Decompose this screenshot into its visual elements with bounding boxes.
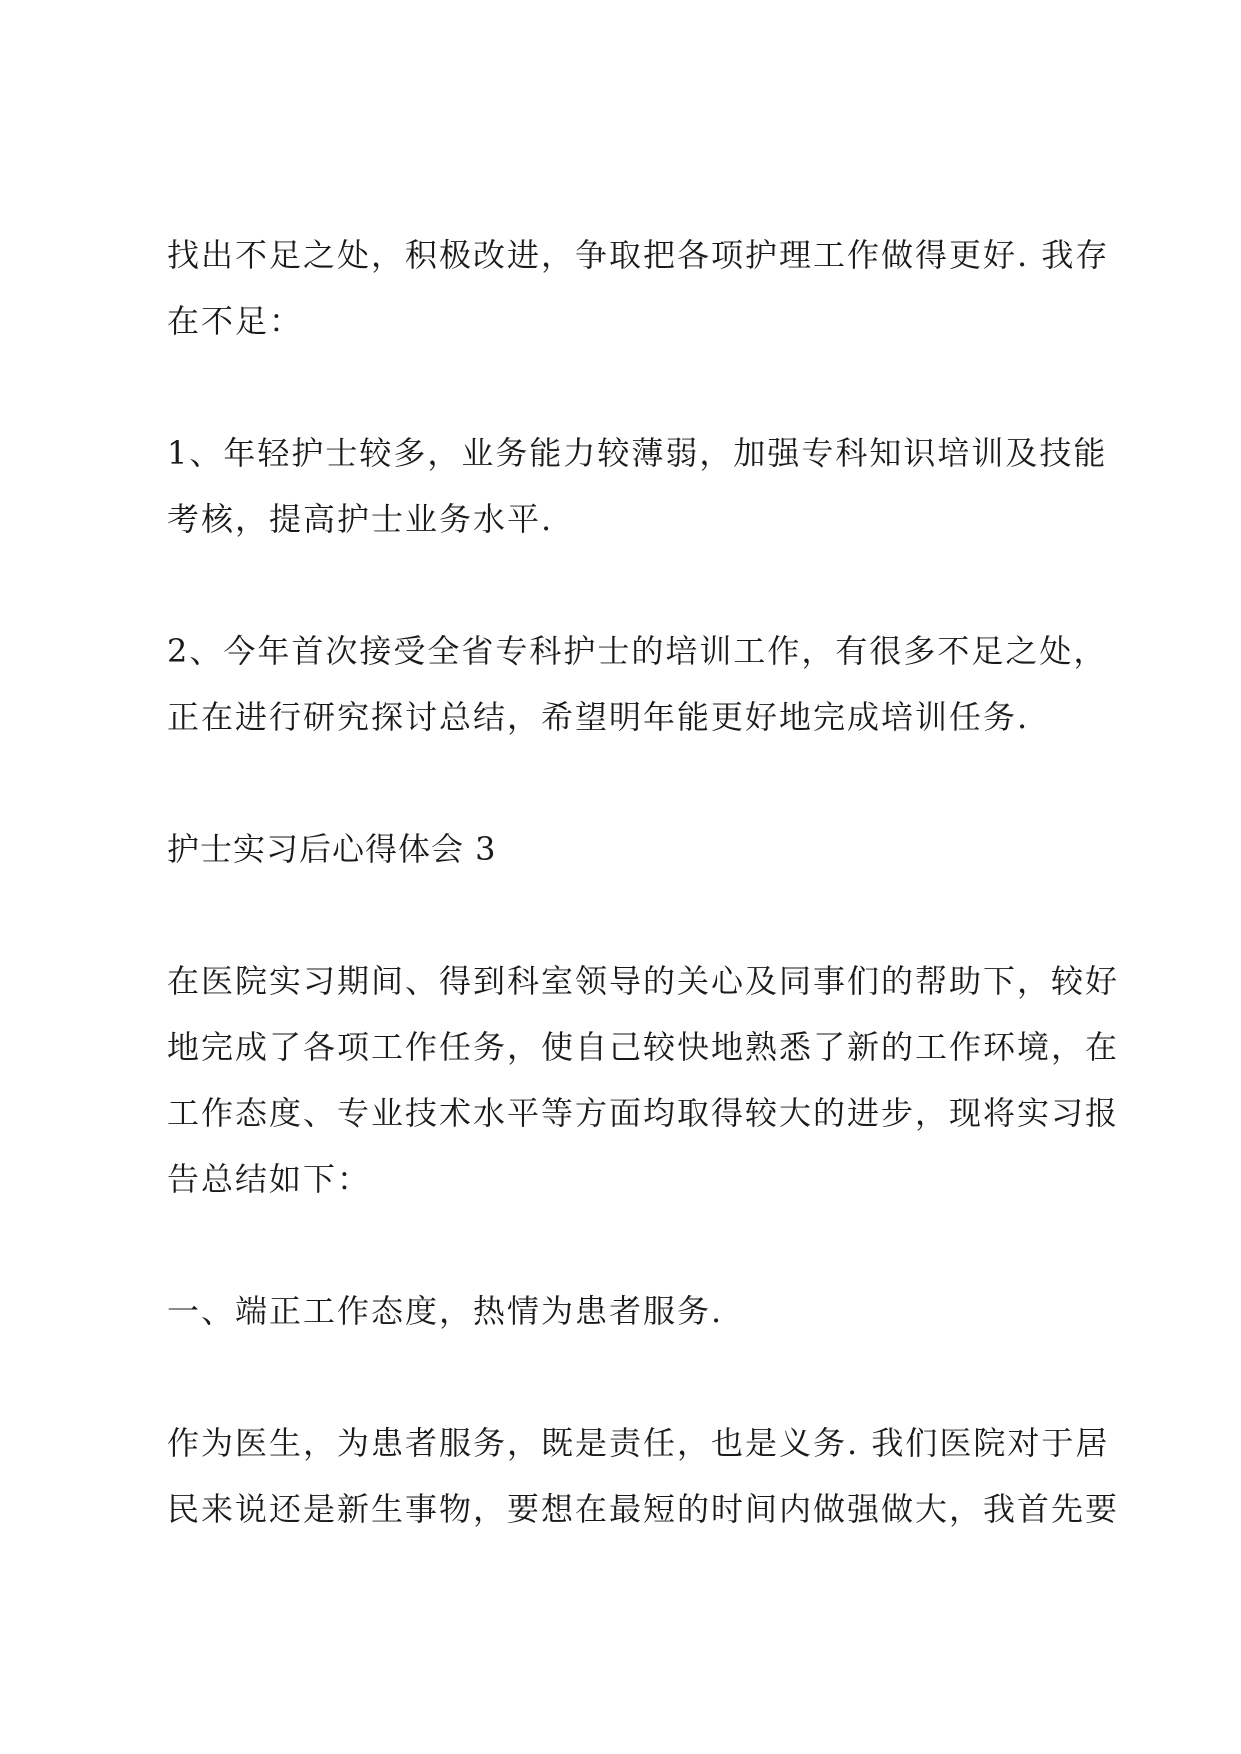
heading-line: 护士实习后心得体会 3 [167,830,497,868]
text-line: 找出不足之处，积极改进，争取把各项护理工作做得更好. 我存 [167,236,1110,274]
text-line: 正在进行研究探讨总结，希望明年能更好地完成培训任务. [167,698,1030,736]
text-line: 作为医生，为患者服务，既是责任，也是义务. 我们医院对于居 [167,1424,1110,1462]
text-line: 一、端正工作态度，热情为患者服务. [167,1292,724,1330]
paragraph-point-1 [167,420,1108,552]
paragraph-internship-summary [167,948,1120,1212]
text-line: 2、今年首次接受全省专科护士的培训工作，有很多不足之处， [167,632,1108,670]
text-line: 在医院实习期间、得到科室领导的关心及同事们的帮助下，较好 [167,962,1120,1000]
paragraph-shortcomings-intro [167,222,1110,354]
document-body [167,222,1120,1608]
paragraph-subheading-attitude [167,1278,1097,1344]
text-line: 考核，提高护士业务水平. [167,500,554,538]
section-heading [167,816,1097,882]
text-line: 在不足： [167,302,304,340]
text-line: 1、年轻护士较多，业务能力较薄弱，加强专科知识培训及技能 [167,434,1108,472]
text-line: 工作态度、专业技术水平等方面均取得较大的进步，现将实习报 [167,1094,1120,1132]
text-line: 告总结如下： [167,1160,372,1198]
paragraph-point-2 [167,618,1108,750]
text-line: 民来说还是新生事物，要想在最短的时间内做强做大，我首先要 [167,1490,1120,1528]
text-line: 地完成了各项工作任务，使自己较快地熟悉了新的工作环境，在 [167,1028,1120,1066]
paragraph-service-duty [167,1410,1120,1542]
